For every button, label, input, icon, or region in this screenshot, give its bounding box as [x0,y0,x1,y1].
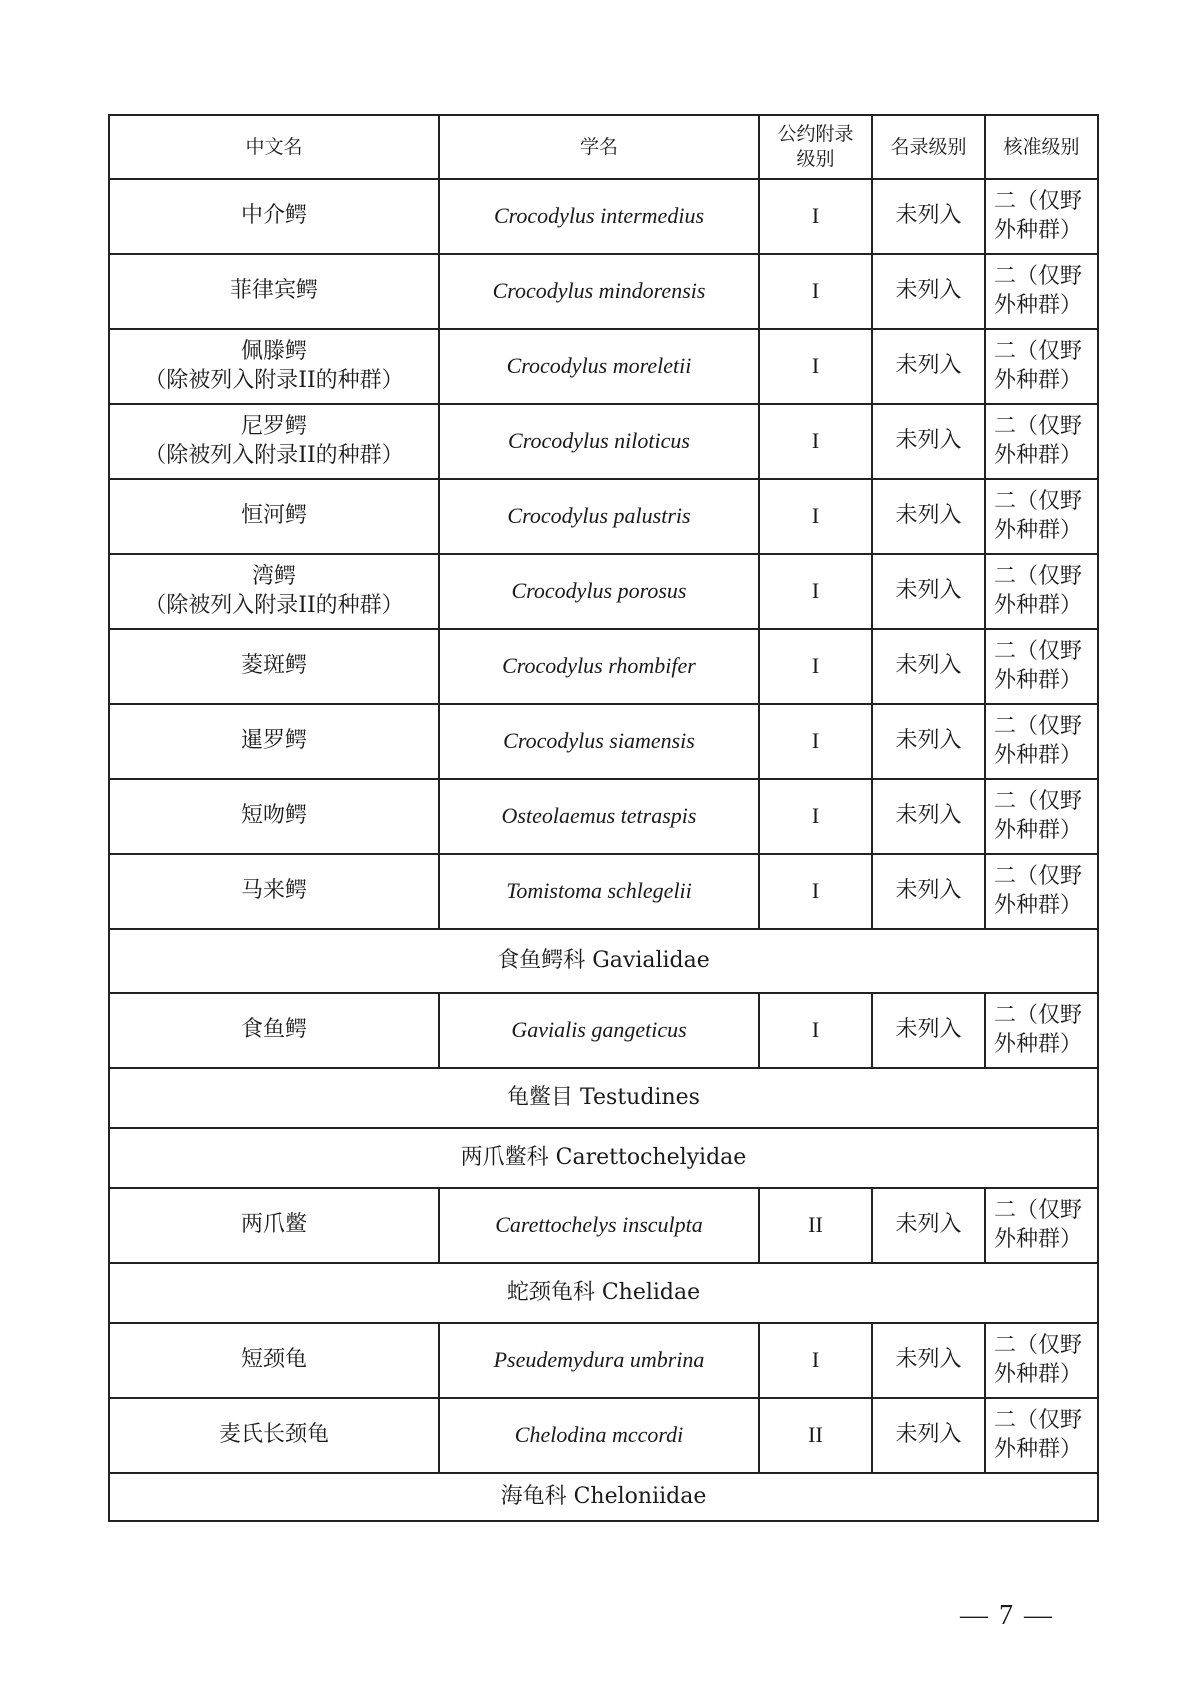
header-list-level: 名录级别 [872,115,985,179]
species-row [109,1188,1098,1263]
header-cites-appendix-label: 公约附录级别 [777,123,854,170]
scientific-name: Crocodylus moreletii [439,329,759,404]
approved-level-value: 二（仅野外种群） [985,479,1098,554]
chinese-name: 短颈龟 [240,1347,307,1373]
approved-level-value: 二（仅野外种群） [985,254,1098,329]
header-chinese-name: 中文名 [109,115,439,179]
list-level-value: 未列入 [872,1323,985,1398]
scientific-name: Crocodylus niloticus [439,404,759,479]
taxon-group-row [109,1473,1098,1521]
list-level-value: 未列入 [872,779,985,854]
scientific-name: Crocodylus intermedius [439,179,759,254]
chinese-name: 麦氏长颈龟 [218,1422,329,1448]
approved-level-value: 二（仅野外种群） [985,704,1098,779]
chinese-name-cell [109,1398,439,1473]
approved-level-value: 二（仅野外种群） [985,629,1098,704]
header-approved-level: 核准级别 [985,115,1098,179]
population-note: （除被列入附录II的种群） [144,442,404,468]
species-row [109,479,1098,554]
cites-appendix-value: I [759,554,872,629]
chinese-name: 湾鳄 [251,563,296,589]
species-row [109,554,1098,629]
chinese-name-cell [109,479,439,554]
cites-appendix-value: I [759,993,872,1068]
header-cites-appendix [759,115,872,179]
list-level-value: 未列入 [872,629,985,704]
approved-level-value: 二（仅野外种群） [985,993,1098,1068]
chinese-name-cell [109,329,439,404]
chinese-name: 食鱼鳄 [240,1017,307,1043]
table-header-row [109,115,1098,179]
list-level-value: 未列入 [872,704,985,779]
approved-level-value: 二（仅野外种群） [985,1398,1098,1473]
list-level-value: 未列入 [872,479,985,554]
species-row [109,779,1098,854]
cites-appendix-value: I [759,854,872,929]
cites-appendix-value: I [759,704,872,779]
cites-appendix-value: I [759,779,872,854]
cites-appendix-value: I [759,329,872,404]
page-number: — 7 — [960,1600,1054,1631]
scientific-name: Carettochelys insculpta [439,1188,759,1263]
chinese-name-cell [109,854,439,929]
taxon-group-row [109,1263,1098,1323]
species-row [109,704,1098,779]
list-level-value: 未列入 [872,1398,985,1473]
chinese-name: 中介鳄 [240,203,307,229]
species-row [109,993,1098,1068]
scientific-name: Tomistoma schlegelii [439,854,759,929]
species-row [109,254,1098,329]
taxon-group-label: 海龟科 Cheloniidae [109,1473,1098,1521]
species-row [109,1398,1098,1473]
chinese-name-cell [109,704,439,779]
cites-appendix-value: I [759,254,872,329]
list-level-value: 未列入 [872,993,985,1068]
cites-appendix-value: I [759,629,872,704]
chinese-name: 两爪鳖 [240,1212,307,1238]
header-scientific-name: 学名 [439,115,759,179]
chinese-name: 尼罗鳄 [240,413,307,439]
approved-level-value: 二（仅野外种群） [985,1323,1098,1398]
chinese-name: 佩滕鳄 [240,338,307,364]
chinese-name: 菱斑鳄 [240,653,307,679]
scientific-name: Gavialis gangeticus [439,993,759,1068]
chinese-name-cell [109,179,439,254]
scientific-name: Crocodylus mindorensis [439,254,759,329]
list-level-value: 未列入 [872,554,985,629]
scientific-name: Crocodylus palustris [439,479,759,554]
chinese-name-cell [109,993,439,1068]
cites-appendix-value: II [759,1398,872,1473]
list-level-value: 未列入 [872,329,985,404]
list-level-value: 未列入 [872,254,985,329]
cites-appendix-value: I [759,479,872,554]
chinese-name-cell [109,254,439,329]
scientific-name: Pseudemydura umbrina [439,1323,759,1398]
approved-level-value: 二（仅野外种群） [985,854,1098,929]
species-row [109,179,1098,254]
chinese-name: 菲律宾鳄 [229,278,318,304]
approved-level-value: 二（仅野外种群） [985,404,1098,479]
list-level-value: 未列入 [872,179,985,254]
taxon-group-label: 蛇颈龟科 Chelidae [109,1263,1098,1323]
approved-level-value: 二（仅野外种群） [985,554,1098,629]
approved-level-value: 二（仅野外种群） [985,329,1098,404]
chinese-name-cell [109,404,439,479]
table-body [109,115,1098,1521]
taxon-group-label: 两爪鳖科 Carettochelyidae [109,1128,1098,1188]
species-row [109,1323,1098,1398]
chinese-name-cell [109,1188,439,1263]
chinese-name: 短吻鳄 [240,803,307,829]
cites-appendix-value: I [759,179,872,254]
scientific-name: Crocodylus siamensis [439,704,759,779]
taxon-group-label: 龟鳖目 Testudines [109,1068,1098,1128]
chinese-name: 马来鳄 [240,878,307,904]
species-row [109,629,1098,704]
list-level-value: 未列入 [872,854,985,929]
chinese-name-cell [109,554,439,629]
approved-level-value: 二（仅野外种群） [985,779,1098,854]
cites-appendix-value: I [759,404,872,479]
chinese-name-cell [109,779,439,854]
species-row [109,854,1098,929]
chinese-name-cell [109,1323,439,1398]
taxon-group-row [109,929,1098,993]
chinese-name-cell [109,629,439,704]
species-table [108,114,1099,1522]
chinese-name: 恒河鳄 [240,503,307,529]
species-row [109,329,1098,404]
taxon-group-label: 食鱼鳄科 Gavialidae [109,929,1098,993]
scientific-name: Crocodylus rhombifer [439,629,759,704]
list-level-value: 未列入 [872,404,985,479]
chinese-name: 暹罗鳄 [240,728,307,754]
cites-appendix-value: II [759,1188,872,1263]
approved-level-value: 二（仅野外种群） [985,1188,1098,1263]
scientific-name: Crocodylus porosus [439,554,759,629]
population-note: （除被列入附录II的种群） [144,367,404,393]
taxon-group-row [109,1068,1098,1128]
list-level-value: 未列入 [872,1188,985,1263]
taxon-group-row [109,1128,1098,1188]
scientific-name: Chelodina mccordi [439,1398,759,1473]
scientific-name: Osteolaemus tetraspis [439,779,759,854]
cites-appendix-value: I [759,1323,872,1398]
approved-level-value: 二（仅野外种群） [985,179,1098,254]
population-note: （除被列入附录II的种群） [144,592,404,618]
species-row [109,404,1098,479]
